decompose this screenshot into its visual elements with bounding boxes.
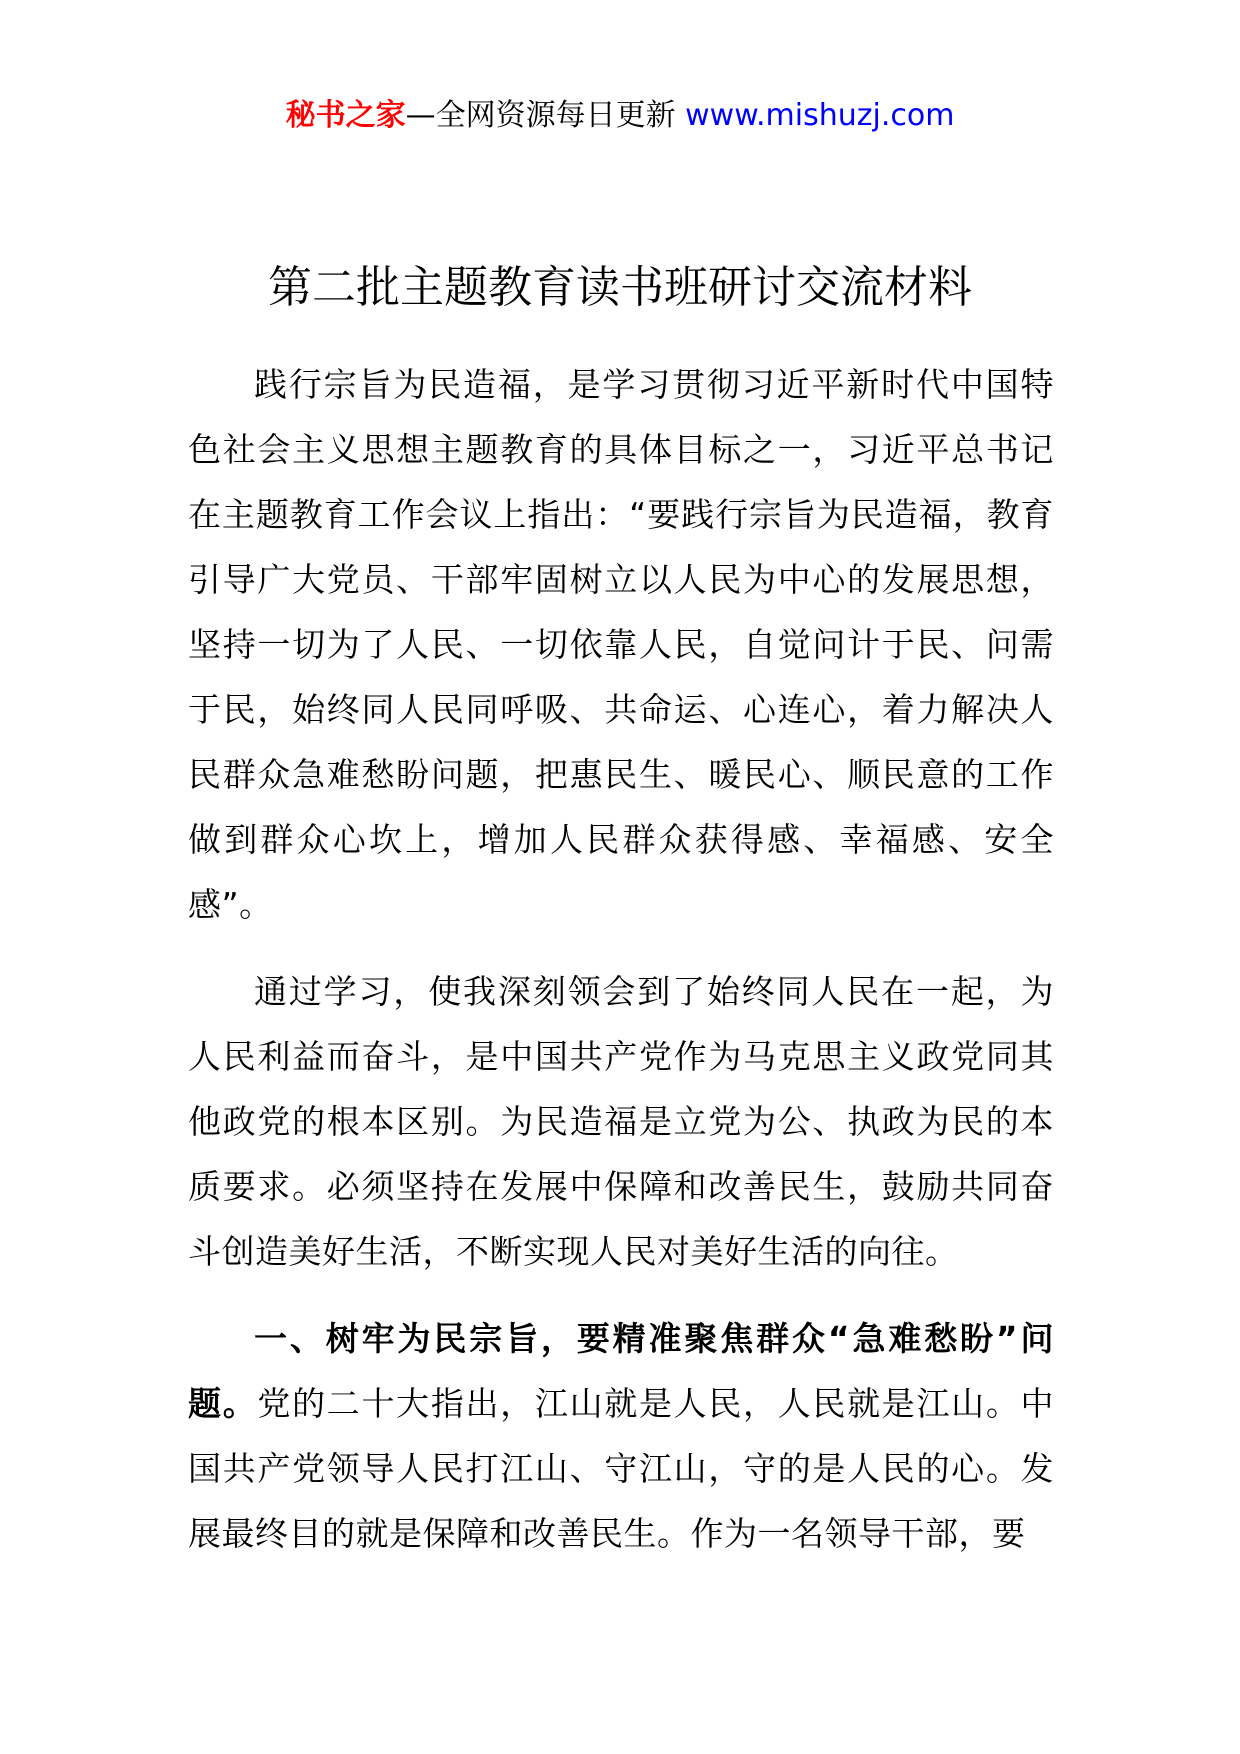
site-url-link[interactable]: www.mishuzj.com xyxy=(685,98,955,133)
paragraph-1 xyxy=(188,352,1054,937)
site-header xyxy=(0,96,1240,136)
paragraph-1-text: 践行宗旨为民造福，是学习贯彻习近平新时代中国特色社会主义思想主题教育的具体目标之一，习近平总书记在主题教育工作会议上指出：“要践行宗旨为民造福，教育引导广大党员、干部牢固树立以人民为中心的发展思想，坚持一切为了人民、一切依靠人民，自觉问计于民、问需于民，始终同人民同呼吸、共命运、心连心，着力解决人民群众急难愁盼问题，把惠民生、暖民心、顺民意的工作做到群众心坎上，增加人民群众获得感、幸福感、安全感”。 xyxy=(188,365,1054,924)
site-slogan: —全网资源每日更新 xyxy=(405,98,686,133)
section-heading: 一、树牢为民宗旨，要精准聚焦群众“急难愁盼”问题。 xyxy=(188,1319,1054,1423)
paragraph-3-text: 党的二十大指出，江山就是人民，人民就是江山。中国共产党领导人民打江山、守江山，守的是人民的心。发展最终目的就是保障和改善民生。作为一名领导干部，要 xyxy=(188,1384,1054,1553)
paragraph-2 xyxy=(188,959,1054,1284)
paragraph-3 xyxy=(188,1306,1054,1566)
site-brand: 秘书之家 xyxy=(285,98,406,133)
paragraph-2-text: 通过学习，使我深刻领会到了始终同人民在一起，为人民利益而奋斗，是中国共产党作为马克思主义政党同其他政党的根本区别。为民造福是立党为公、执政为民的本质要求。必须坚持在发展中保障和改善民生，鼓励共同奋斗创造美好生活，不断实现人民对美好生活的向往。 xyxy=(188,972,1054,1271)
document-body xyxy=(188,352,1054,1566)
document-title: 第二批主题教育读书班研讨交流材料 xyxy=(268,262,972,313)
